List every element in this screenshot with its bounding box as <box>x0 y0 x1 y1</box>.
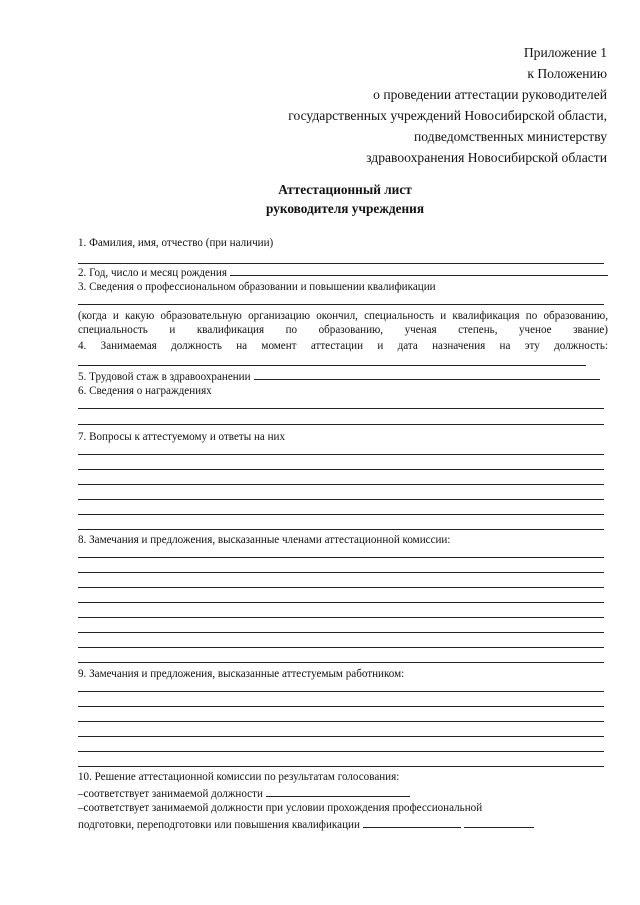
section-10-option-1-row <box>78 786 410 801</box>
section-5-label: 5. Трудовой стаж в здравоохранении <box>78 371 251 383</box>
section-8-field-line[interactable] <box>78 662 604 663</box>
title-line-2: руководителя учреждения <box>265 201 425 216</box>
section-8-field-line[interactable] <box>78 557 604 558</box>
section-7-field-line[interactable] <box>78 499 604 500</box>
header-line: государственных учреждений Новосибирской области, <box>288 108 607 123</box>
section-8-field-line[interactable] <box>78 602 604 603</box>
section-10-option-2-row <box>78 817 534 832</box>
document-title <box>0 180 640 218</box>
section-3-field[interactable] <box>78 304 604 305</box>
section-10-option-2-label: –соответствует занимаемой должности при условии прохождения профессиональной <box>78 802 483 814</box>
header-line: Приложение 1 <box>523 45 607 60</box>
section-10-option-2-field-extra[interactable] <box>464 817 534 828</box>
section-7-field-line[interactable] <box>78 529 604 530</box>
section-7-label: 7. Вопросы к аттестуемому и ответы на них <box>78 431 286 443</box>
section-3-note: (когда и какую образовательную организацию окончил, специальность и квалификация по образованию, специальность и квалификация по образованию, ученая степень, ученое звание) <box>78 310 608 336</box>
section-6-field-line[interactable] <box>78 408 604 409</box>
section-9-field-line[interactable] <box>78 751 604 752</box>
section-2-row <box>78 265 608 280</box>
section-9-field-line[interactable] <box>78 736 604 737</box>
section-10-option-2-continuation: подготовки, переподготовки или повышения квалификации <box>78 819 360 831</box>
section-7-field-line[interactable] <box>78 454 604 455</box>
section-10-option-1-label: –соответствует занимаемой должности <box>78 788 263 800</box>
section-4-label: 4. Занимаемая должность на момент аттестации и дата назначения на эту должность: <box>78 340 608 352</box>
section-8-field-line[interactable] <box>78 632 604 633</box>
section-3-label: 3. Сведения о профессиональном образовании и повышении квалификации <box>78 281 436 293</box>
section-7-field-line[interactable] <box>78 469 604 470</box>
section-9-label: 9. Замечания и предложения, высказанные аттестуемым работником: <box>78 668 405 680</box>
section-1-label: 1. Фамилия, имя, отчество (при наличии) <box>78 237 274 249</box>
header-line: о проведении аттестации руководителей <box>373 87 607 102</box>
section-8-label: 8. Замечания и предложения, высказанные членами аттестационной комиссии: <box>78 534 451 546</box>
section-9-field-line[interactable] <box>78 706 604 707</box>
section-9-field-line[interactable] <box>78 721 604 722</box>
section-9-field-line[interactable] <box>78 691 604 692</box>
section-8-field-line[interactable] <box>78 647 604 648</box>
header-line: здравоохранения Новосибирской области <box>366 150 607 165</box>
section-8-field-line[interactable] <box>78 617 604 618</box>
header-line: к Положению <box>527 66 607 81</box>
section-4-field[interactable] <box>78 365 586 366</box>
appendix-header <box>187 42 607 168</box>
section-5-row <box>78 369 600 384</box>
section-7-field-line[interactable] <box>78 484 604 485</box>
section-8-field-line[interactable] <box>78 572 604 573</box>
title-line-1: Аттестационный лист <box>278 182 412 197</box>
section-6-label: 6. Сведения о награждениях <box>78 385 212 397</box>
section-10-label: 10. Решение аттестационной комиссии по результатам голосования: <box>78 771 400 783</box>
section-2-label: 2. Год, число и месяц рождения <box>78 267 227 279</box>
section-2-field[interactable] <box>230 265 608 276</box>
section-8-field-line[interactable] <box>78 587 604 588</box>
section-10-option-1-field[interactable] <box>266 786 410 797</box>
section-7-field-line[interactable] <box>78 514 604 515</box>
section-5-field[interactable] <box>254 369 600 380</box>
section-10-option-2-field[interactable] <box>363 817 461 828</box>
section-9-field-line[interactable] <box>78 766 604 767</box>
section-1-field[interactable] <box>78 263 604 264</box>
section-6-field-line[interactable] <box>78 424 604 425</box>
header-line: подведомственных министерству <box>413 129 607 144</box>
